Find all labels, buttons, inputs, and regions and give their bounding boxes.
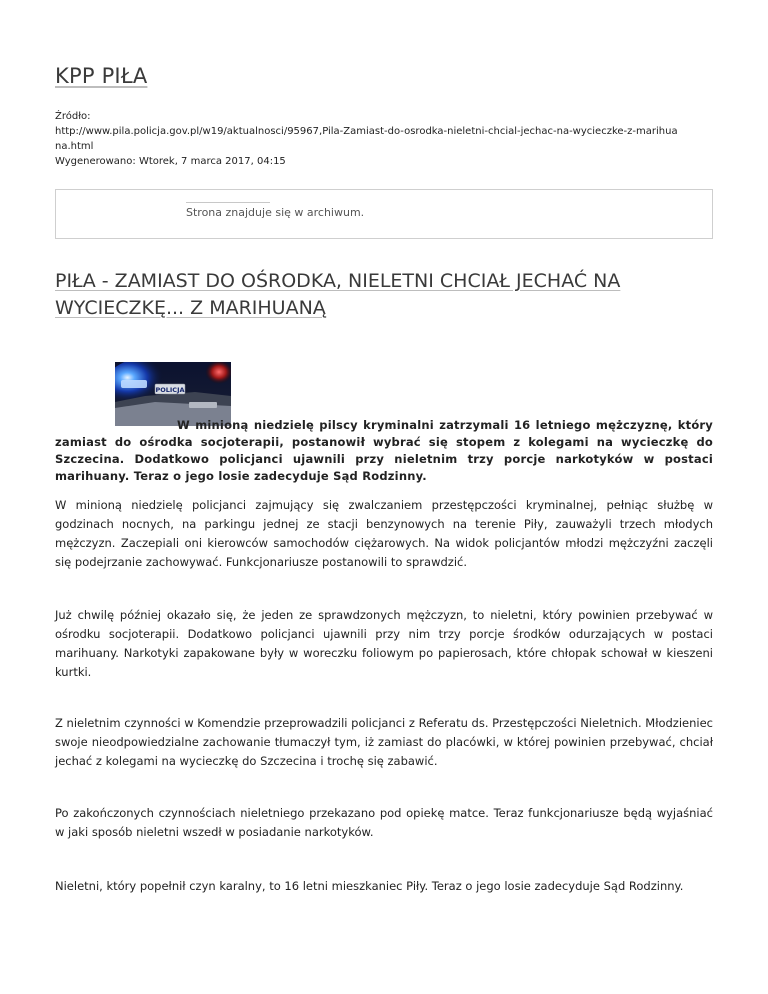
- article-paragraph-4: Po zakończonych czynnościach nieletniego przekazano pod opiekę matce. Teraz funkcjonariusze będą wyjaśniać w jaki sposób nieletni wszedł w posiadanie narkotyków.: [55, 806, 713, 839]
- source-metadata: [55, 109, 713, 169]
- article-paragraph-2: Już chwilę później okazało się, że jeden ze sprawdzonych mężczyzn, to nieletni, który powinien przebywać w ośrodku socjoterapii. Dodatkowo policjanci ujawnili przy nim trzy porcje środków odurzających w postaci marihuany. Narkotyki zapakowane były w woreczku foliowym po papierosach, które chłopak schował w kieszeni kurtki.: [55, 608, 713, 679]
- archive-notice: Strona znajduje się w archiwum.: [186, 206, 365, 219]
- source-url-line2[interactable]: na.html: [55, 141, 94, 152]
- article-paragraph-3: Z nieletnim czynności w Komendzie przeprowadzili policjanci z Referatu ds. Przestępczości Nieletnich. Młodzieniec swoje nieodpowiedzialne zachowanie tłumaczył tym, iż zamiast do placówki, w której powinien przebywać, chciał jechać z kolegami na wycieczkę do Szczecina i trochę się zabawić.: [55, 716, 713, 768]
- source-label: Źródło:: [55, 111, 91, 122]
- article-title[interactable]: PIŁA - ZAMIAST DO OŚRODKA, NIELETNI CHCIAŁ JECHAĆ NA WYCIECZKĘ... Z MARIHUANĄ: [55, 270, 621, 319]
- source-url-line1[interactable]: http://www.pila.policja.gov.pl/w19/aktualnosci/95967,Pila-Zamiast-do-osrodka-nieletni-chcial-jechac-na-wycieczke-z-marihua: [55, 126, 678, 137]
- article-paragraph-5: Nieletni, który popełnił czyn karalny, to 16 letni mieszkaniec Piły. Teraz o jego losie zadecyduje Sąd Rodzinny.: [55, 879, 684, 893]
- article-paragraph-1: W minioną niedzielę policjanci zajmujący się zwalczaniem przestępczości kryminalnej, pełniąc służbę w godzinach nocnych, na parkingu jednej ze stacji benzynowych na terenie Piły, zauważyli trzech młodych mężczyzn. Zaczepiali oni kierowców samochodów ciężarowych. Na widok policjantów młodzi mężczyźni zaczęli się podejrzanie zachowywać. Funkcjonariusze postanowili to sprawdzić.: [55, 498, 713, 569]
- archive-notice-box: [55, 189, 713, 239]
- archive-divider: [186, 202, 270, 203]
- generated-timestamp: Wygenerowano: Wtorek, 7 marca 2017, 04:15: [55, 156, 286, 167]
- article-lead: W minioną niedzielę pilscy kryminalni zatrzymali 16 letniego mężczyznę, który zamiast do ośrodka socjoterapii, postanowił wybrać się stopem z kolegami na wycieczkę do Szczecina. Dodatkowo policjanci ujawnili przy nieletnim trzy porcje narkotyków w postaci marihuany. Teraz o jego losie zadecyduje Sąd Rodzinny.: [55, 418, 713, 483]
- site-title[interactable]: KPP PIŁA: [55, 64, 148, 88]
- photo-sign-text: POLICJA: [155, 386, 185, 394]
